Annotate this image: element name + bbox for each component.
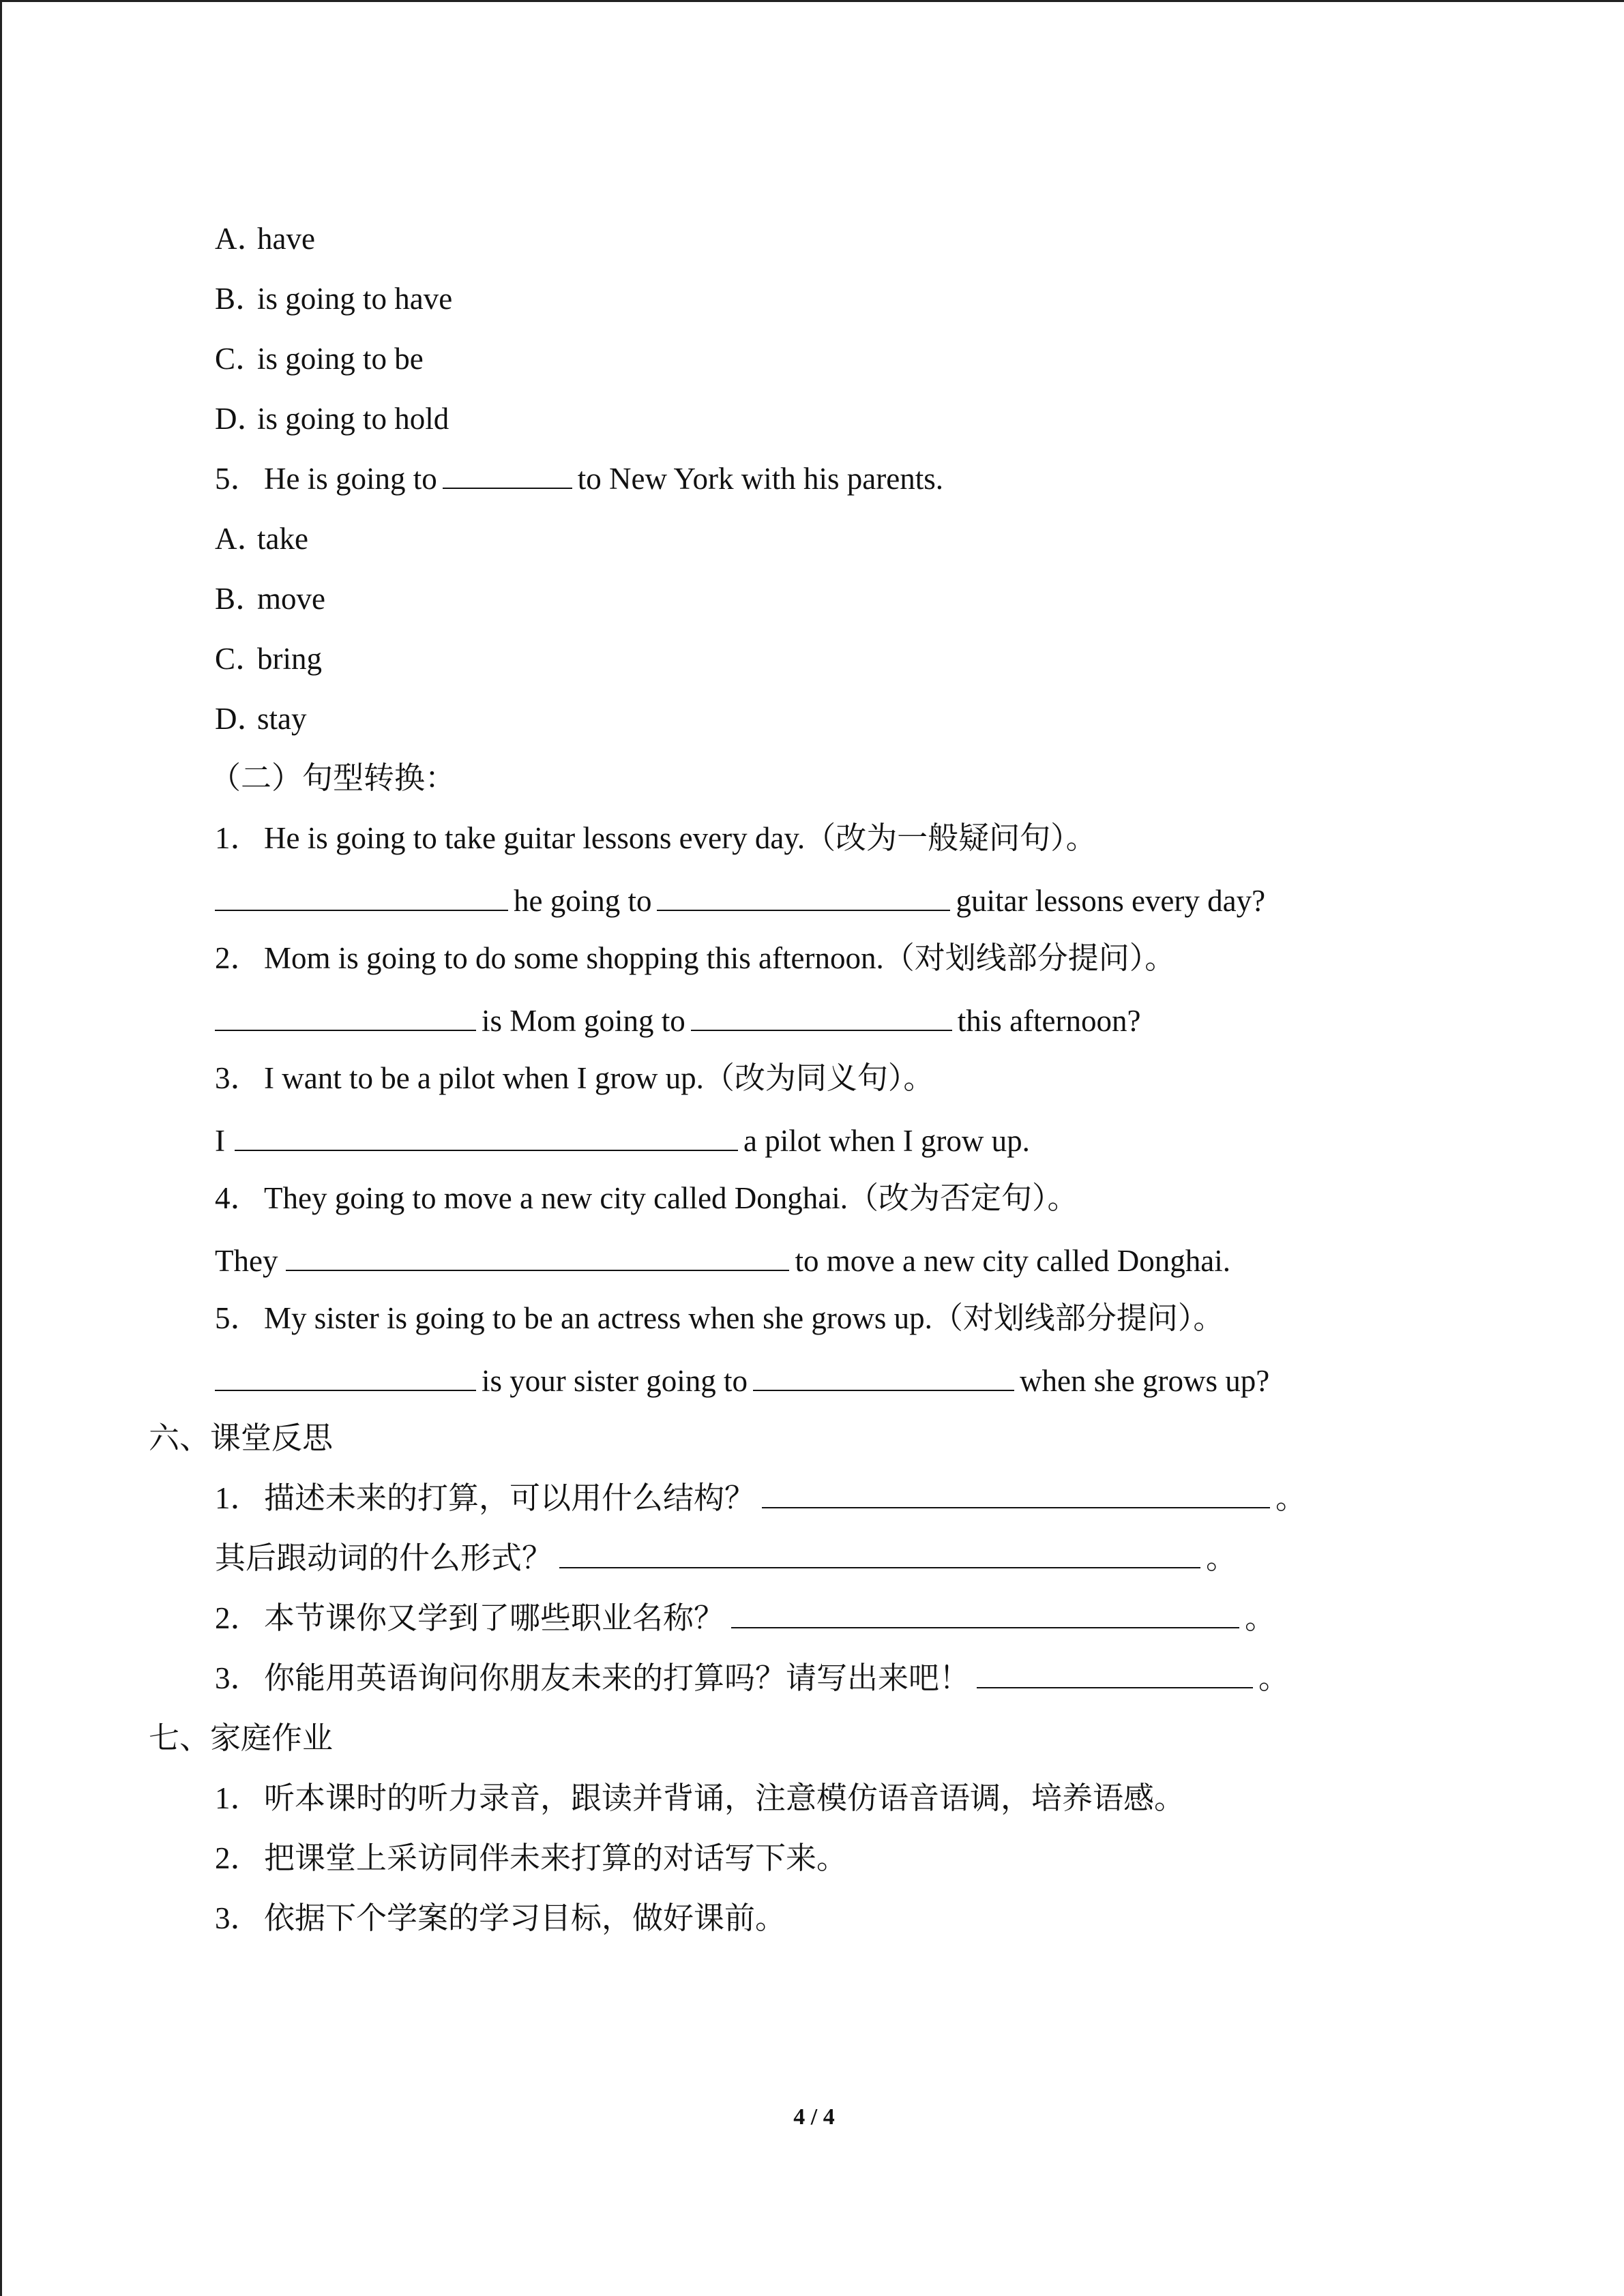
q5-option-a: A．take xyxy=(215,522,308,556)
s2-a2: is Mom going to this afternoon? xyxy=(215,1000,1140,1041)
reflection-q3: 3．你能用英语询问你朋友未来的打算吗？请写出来吧！ 。 xyxy=(215,1658,1289,1699)
s2-q2: 2．Mom is going to do some shopping this afternoon.（对划线部分提问）。 xyxy=(215,941,1176,975)
answer-blank[interactable] xyxy=(215,1001,476,1031)
homework-item-1: 1．听本课时的听力录音，跟读并背诵，注意模仿语音语调，培养语感。 xyxy=(215,1781,1185,1815)
homework-heading: 七、家庭作业 xyxy=(149,1721,334,1755)
reflection-q1: 1．描述未来的打算，可以用什么结构？ 。 xyxy=(215,1478,1306,1519)
answer-blank[interactable] xyxy=(977,1658,1253,1688)
q5-question: 5．He is going to to New York with his parents. xyxy=(215,458,943,499)
answer-blank[interactable] xyxy=(753,1361,1014,1391)
answer-blank[interactable] xyxy=(235,1121,738,1151)
q5-option-b: B．move xyxy=(215,582,325,616)
q4-option-c: C．is going to be xyxy=(215,342,424,376)
answer-blank[interactable] xyxy=(215,1361,476,1391)
section2-heading: （二）句型转换： xyxy=(210,761,456,795)
page-number: 4 / 4 xyxy=(793,2104,835,2130)
s2-q1: 1．He is going to take guitar lessons every day.（改为一般疑问句）。 xyxy=(215,821,1097,855)
s2-q4: 4．They going to move a new city called Donghai.（改为否定句）。 xyxy=(215,1181,1078,1215)
answer-blank[interactable] xyxy=(215,881,508,911)
q5-option-d: D．stay xyxy=(215,702,307,736)
homework-item-3: 3．依据下个学案的学习目标，做好课前。 xyxy=(215,1901,786,1935)
reflection-q2: 2．本节课你又学到了哪些职业名称？ 。 xyxy=(215,1598,1275,1639)
s2-q5: 5．My sister is going to be an actress when she grows up.（对划线部分提问）。 xyxy=(215,1301,1224,1335)
q5-option-c: C．bring xyxy=(215,642,322,676)
s2-a1: he going to guitar lessons every day? xyxy=(215,880,1265,921)
q4-option-d: D．is going to hold xyxy=(215,402,449,436)
s2-a4: They to move a new city called Donghai. xyxy=(215,1240,1230,1281)
reflection-q1b: 其后跟动词的什么形式？ 。 xyxy=(215,1538,1237,1579)
answer-blank[interactable] xyxy=(691,1001,952,1031)
s2-a5: is your sister going to when she grows up? xyxy=(215,1360,1269,1401)
answer-blank[interactable] xyxy=(762,1478,1270,1508)
s2-a3: I a pilot when I grow up. xyxy=(215,1120,1030,1161)
q4-option-b: B．is going to have xyxy=(215,282,453,316)
answer-blank[interactable] xyxy=(657,881,950,911)
answer-blank[interactable] xyxy=(286,1241,789,1271)
q4-option-a: A．have xyxy=(215,222,315,256)
homework-item-2: 2．把课堂上采访同伴未来打算的对话写下来。 xyxy=(215,1841,848,1875)
s2-q3: 3．I want to be a pilot when I grow up.（改为同义句）。 xyxy=(215,1061,934,1095)
reflection-heading: 六、课堂反思 xyxy=(149,1421,334,1455)
answer-blank[interactable] xyxy=(731,1598,1239,1628)
answer-blank[interactable] xyxy=(443,459,572,489)
answer-blank[interactable] xyxy=(559,1538,1200,1568)
